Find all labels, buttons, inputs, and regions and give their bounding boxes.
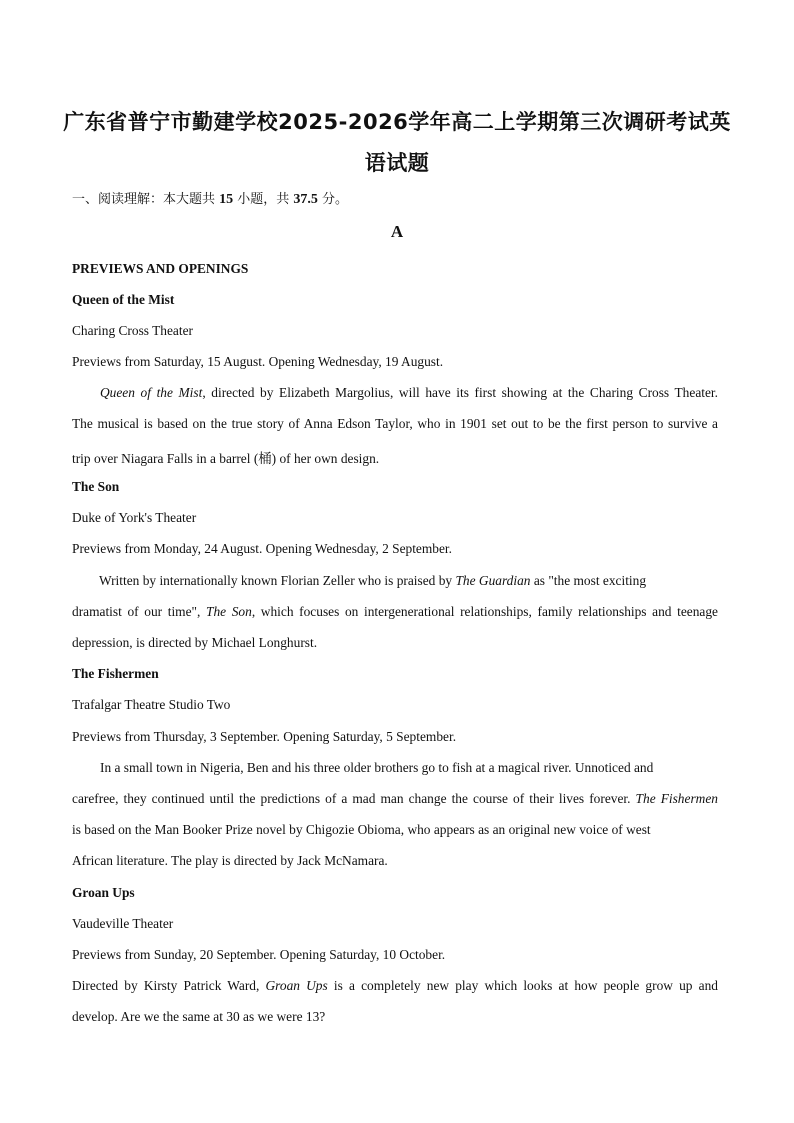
desc-text: carefree, they continued until the predictions of a mad man change the course of their lives forever.	[72, 791, 636, 806]
show-desc-line: depression, is directed by Michael Longhurst.	[72, 635, 318, 650]
show-desc-line	[72, 978, 718, 994]
show-name: The Son	[72, 479, 120, 494]
desc-text: is a completely new play which looks at how people grow up and	[327, 978, 719, 993]
instr-mid: 小题，共	[233, 192, 294, 207]
desc-text: , which focuses on intergenerational relationships, family relationships and teenage	[251, 604, 718, 619]
show-venue: Duke of York's Theater	[72, 510, 197, 525]
show-desc-line	[99, 573, 646, 589]
show-desc-line	[100, 385, 718, 401]
show-name: Queen of the Mist	[72, 292, 175, 307]
show-venue: Charing Cross Theater	[72, 323, 193, 338]
show-name: Groan Ups	[72, 885, 135, 900]
desc-text: , directed by Elizabeth Margolius, will have its first showing at the Charing Cross Theater.	[202, 385, 718, 400]
show-desc-line	[72, 791, 718, 807]
instr-suffix: 分。	[317, 192, 349, 207]
question-count: 15	[219, 192, 234, 207]
show-desc-line: develop. Are we the same at 30 as we were 13?	[72, 1009, 326, 1024]
instr-prefix: 一、阅读理解：本大题共	[72, 192, 220, 207]
desc-text: Written by internationally known Florian Zeller who is praised by	[99, 573, 456, 588]
show-desc-line: The musical is based on the true story of Anna Edson Taylor, who in 1901 set out to be the first person to survive a	[72, 416, 718, 431]
show-name: The Fishermen	[72, 666, 159, 681]
show-dates: Previews from Sunday, 20 September. Opening Saturday, 10 October.	[72, 947, 446, 962]
desc-text: Directed by Kirsty Patrick Ward,	[72, 978, 266, 993]
exam-title-line1: 广东省普宁市勤建学校2025-2026学年高二上学期第三次调研考试英	[63, 110, 731, 134]
show-desc-line: trip over Niagara Falls in a barrel (桶) of her own design.	[72, 451, 380, 466]
show-title-italic: Groan Ups	[265, 978, 328, 993]
show-dates: Previews from Thursday, 3 September. Opening Saturday, 5 September.	[72, 729, 457, 744]
show-desc-line: In a small town in Nigeria, Ben and his three older brothers go to fish at a magical river. Unnoticed and	[100, 760, 654, 775]
show-desc-line	[72, 604, 718, 620]
publication-italic: The Guardian	[455, 573, 531, 588]
desc-text: dramatist of our time",	[72, 604, 206, 619]
show-title-italic: The Son	[206, 604, 252, 619]
show-title-italic: The Fishermen	[635, 791, 718, 806]
passage-letter: A	[390, 222, 404, 241]
total-score: 37.5	[293, 192, 318, 207]
show-venue: Vaudeville Theater	[72, 916, 174, 931]
exam-title-line2: 语试题	[364, 151, 430, 175]
show-dates: Previews from Saturday, 15 August. Opening Wednesday, 19 August.	[72, 354, 444, 369]
show-venue: Trafalgar Theatre Studio Two	[72, 697, 231, 712]
section-instructions	[72, 188, 348, 208]
show-desc-line: African literature. The play is directed by Jack McNamara.	[72, 853, 388, 868]
desc-text: as "the most exciting	[530, 573, 647, 588]
show-title-italic: Queen of the Mist	[100, 385, 203, 400]
show-dates: Previews from Monday, 24 August. Opening Wednesday, 2 September.	[72, 541, 453, 556]
passage-heading: PREVIEWS AND OPENINGS	[72, 261, 249, 276]
show-desc-line: is based on the Man Booker Prize novel by Chigozie Obioma, who appears as an original new voice of west	[72, 822, 651, 837]
